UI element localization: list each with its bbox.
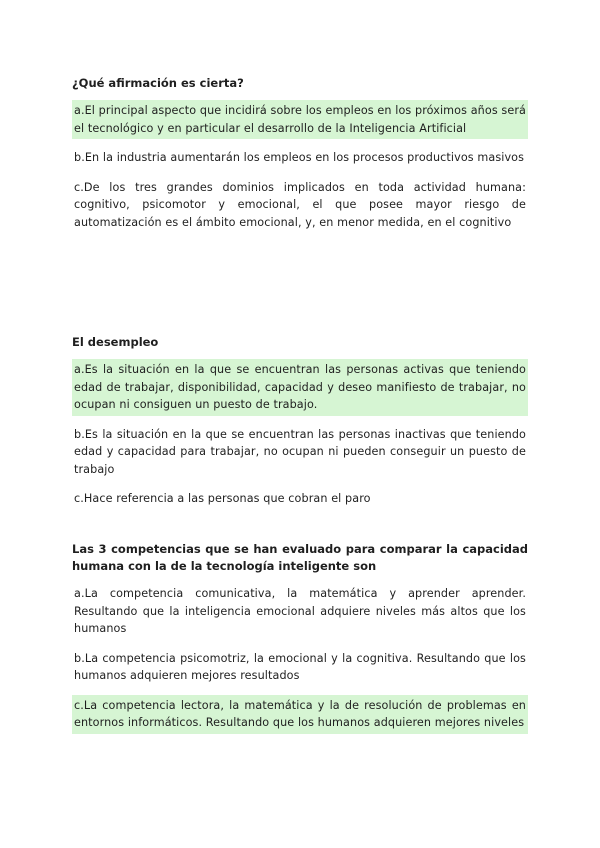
option-b: b.Es la situación en la que se encuentran las personas inactivas que teniendo edad y capacidad para trabajar, no ocupan ni pueden conseguir un puesto de trabajo	[74, 427, 526, 476]
question-title: El desempleo	[72, 335, 159, 349]
option-a: a.El principal aspecto que incidirá sobre los empleos en los próximos años será el tecnológico y en particular el desarrollo de la Inteligencia Artificial	[72, 100, 528, 139]
question-title: Las 3 competencias que se han evaluado para comparar la capacidad humana con la de la tecnología inteligente son	[72, 542, 528, 573]
option-b: b.En la industria aumentarán los empleos en los procesos productivos masivos	[74, 151, 525, 164]
option-b: b.La competencia psicomotriz, la emocional y la cognitiva. Resultando que los humanos adquieren mejores resultados	[74, 651, 526, 682]
option-a: a.La competencia comunicativa, la matemática y aprender aprender. Resultando que la inteligencia emocional adquiere niveles más altos que los humanos	[74, 587, 526, 635]
option-c: c.La competencia lectora, la matemática y la de resolución de problemas en entornos informáticos. Resultando que los humanos adquieren mejores niveles	[72, 695, 528, 734]
question-block-1	[72, 75, 528, 241]
option-a: a.Es la situación en la que se encuentran las personas activas que teniendo edad de trabajar, disponibilidad, capacidad y deseo manifiesto de trabajar, no ocupan ni consiguen un puesto de trabajo.	[72, 359, 528, 416]
question-block-3	[72, 541, 528, 742]
question-title: ¿Qué afirmación es cierta?	[72, 76, 244, 90]
option-c: c.De los tres grandes dominios implicados en toda actividad humana: cognitivo, psicomotor y emocional, el que posee mayor riesgo de automatización es el ámbito emocional, y, en menor medida, en el cognitivo	[74, 180, 526, 229]
question-block-2	[72, 334, 528, 518]
option-c: c.Hace referencia a las personas que cobran el paro	[74, 492, 371, 505]
